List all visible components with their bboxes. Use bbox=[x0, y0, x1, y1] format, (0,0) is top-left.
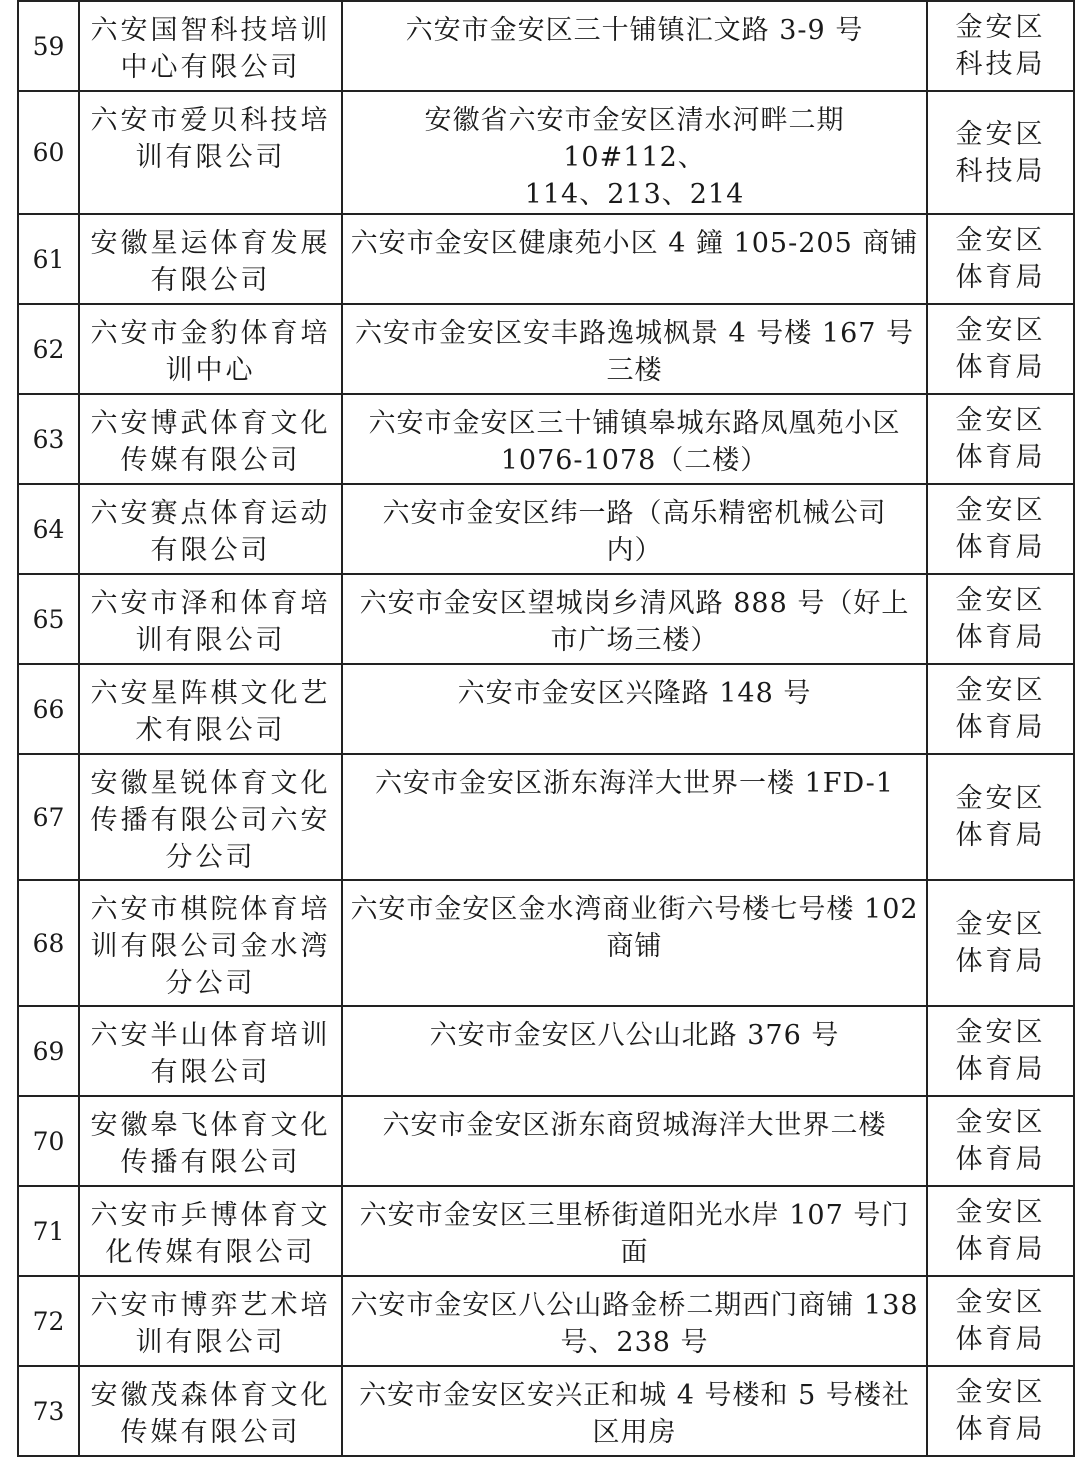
company-name-cell bbox=[79, 1006, 342, 1096]
department-cell bbox=[927, 1006, 1074, 1096]
address-line: 六安市金安区安丰路逸城枫景 4 号楼 167 号 bbox=[354, 318, 915, 349]
company-name-line: 中心有限公司 bbox=[120, 52, 301, 83]
department-line: 体育局 bbox=[955, 1324, 1046, 1355]
company-name-line: 训中心 bbox=[165, 355, 256, 386]
row-number: 71 bbox=[18, 1186, 79, 1276]
address-cell bbox=[342, 1006, 927, 1096]
department-cell bbox=[927, 304, 1074, 394]
address-cell bbox=[342, 214, 927, 304]
row-number: 73 bbox=[18, 1366, 79, 1456]
address-cell bbox=[342, 664, 927, 754]
company-name-line: 训有限公司 bbox=[135, 1327, 286, 1358]
company-name-cell bbox=[79, 91, 342, 214]
department-cell bbox=[927, 394, 1074, 484]
address-cell bbox=[342, 304, 927, 394]
company-name-line: 六安市爱贝科技培 bbox=[90, 105, 331, 136]
company-name-cell bbox=[79, 394, 342, 484]
department-line: 体育局 bbox=[955, 352, 1046, 383]
registry-table bbox=[17, 0, 1075, 1457]
table-row bbox=[18, 394, 1074, 484]
table-row bbox=[18, 754, 1074, 880]
department-cell bbox=[927, 1366, 1074, 1456]
company-name-cell bbox=[79, 574, 342, 664]
company-name-line: 化传媒有限公司 bbox=[105, 1237, 316, 1268]
company-name-line: 六安市泽和体育培 bbox=[90, 588, 331, 619]
department-line: 金安区 bbox=[955, 315, 1046, 346]
address-line: 1076-1078（二楼） bbox=[500, 445, 769, 476]
address-cell bbox=[342, 1276, 927, 1366]
company-name-line: 传播有限公司 bbox=[120, 1147, 301, 1178]
address-line: 六安市金安区金水湾商业街六号楼七号楼 102 bbox=[350, 894, 919, 925]
company-name-line: 六安市博弈艺术培 bbox=[90, 1290, 331, 1321]
address-cell bbox=[342, 1186, 927, 1276]
company-name-line: 训有限公司 bbox=[135, 142, 286, 173]
company-name-line: 分公司 bbox=[165, 842, 256, 873]
company-name-line: 六安星阵棋文化艺 bbox=[90, 678, 331, 709]
table-row bbox=[18, 214, 1074, 304]
department-cell bbox=[927, 1, 1074, 91]
address-line: 区用房 bbox=[592, 1417, 677, 1448]
row-number: 68 bbox=[18, 880, 79, 1006]
company-name-line: 传媒有限公司 bbox=[120, 1417, 301, 1448]
department-cell bbox=[927, 664, 1074, 754]
row-number: 65 bbox=[18, 574, 79, 664]
table-row bbox=[18, 91, 1074, 214]
address-line: 市广场三楼） bbox=[550, 625, 719, 656]
row-number: 66 bbox=[18, 664, 79, 754]
department-line: 体育局 bbox=[955, 946, 1046, 977]
company-name-line: 有限公司 bbox=[150, 535, 271, 566]
department-line: 金安区 bbox=[955, 225, 1046, 256]
row-number: 72 bbox=[18, 1276, 79, 1366]
company-name-line: 传播有限公司六安 bbox=[90, 805, 331, 836]
table-row bbox=[18, 574, 1074, 664]
department-line: 金安区 bbox=[955, 585, 1046, 616]
address-cell bbox=[342, 484, 927, 574]
department-line: 金安区 bbox=[955, 783, 1046, 814]
row-number: 67 bbox=[18, 754, 79, 880]
row-number: 69 bbox=[18, 1006, 79, 1096]
department-cell bbox=[927, 574, 1074, 664]
department-line: 金安区 bbox=[955, 118, 1046, 150]
table-row bbox=[18, 304, 1074, 394]
company-name-cell bbox=[79, 1366, 342, 1456]
row-number: 59 bbox=[18, 1, 79, 91]
department-line: 科技局 bbox=[955, 49, 1046, 80]
company-name-line: 六安赛点体育运动 bbox=[90, 498, 331, 529]
address-line: 六安市金安区八公山北路 376 号 bbox=[429, 1020, 840, 1051]
department-line: 金安区 bbox=[955, 1107, 1046, 1138]
row-number: 64 bbox=[18, 484, 79, 574]
department-cell bbox=[927, 484, 1074, 574]
company-name-cell bbox=[79, 1, 342, 91]
address-line: 六安市金安区健康苑小区 4 鐘 105-205 商铺 bbox=[350, 228, 919, 259]
table-row bbox=[18, 1, 1074, 91]
address-line: 六安市金安区三十铺镇汇文路 3-9 号 bbox=[405, 15, 864, 46]
address-line: 六安市金安区八公山路金桥二期西门商铺 138 bbox=[350, 1290, 919, 1321]
company-name-line: 安徽皋飞体育文化 bbox=[90, 1110, 331, 1141]
company-name-line: 术有限公司 bbox=[135, 715, 286, 746]
address-line: 内） bbox=[606, 535, 663, 566]
address-cell bbox=[342, 574, 927, 664]
address-line: 六安市金安区望城岗乡清风路 888 号（好上 bbox=[359, 588, 910, 619]
address-line: 安徽省六安市金安区清水河畔二期 10#112、 bbox=[424, 105, 845, 173]
company-name-cell bbox=[79, 1276, 342, 1366]
address-cell bbox=[342, 754, 927, 880]
address-cell bbox=[342, 394, 927, 484]
address-line: 六安市金安区浙东商贸城海洋大世界二楼 bbox=[382, 1110, 887, 1141]
company-name-cell bbox=[79, 754, 342, 880]
address-line: 六安市金安区浙东海洋大世界一楼 1FD-1 bbox=[375, 768, 894, 799]
address-cell bbox=[342, 1096, 927, 1186]
address-cell bbox=[342, 880, 927, 1006]
company-name-line: 安徽星锐体育文化 bbox=[90, 768, 331, 799]
company-name-line: 六安市金豹体育培 bbox=[90, 318, 331, 349]
company-name-line: 有限公司 bbox=[150, 1057, 271, 1088]
department-line: 金安区 bbox=[955, 12, 1046, 43]
department-line: 金安区 bbox=[955, 675, 1046, 706]
row-number: 60 bbox=[18, 91, 79, 214]
table-row bbox=[18, 880, 1074, 1006]
row-number: 63 bbox=[18, 394, 79, 484]
department-line: 体育局 bbox=[955, 1054, 1046, 1085]
address-line: 商铺 bbox=[606, 931, 663, 962]
department-line: 体育局 bbox=[955, 1234, 1046, 1265]
row-number: 61 bbox=[18, 214, 79, 304]
department-line: 体育局 bbox=[955, 262, 1046, 293]
department-cell bbox=[927, 91, 1074, 214]
department-line: 金安区 bbox=[955, 495, 1046, 526]
department-cell bbox=[927, 754, 1074, 880]
company-name-cell bbox=[79, 1186, 342, 1276]
table-row bbox=[18, 1096, 1074, 1186]
department-cell bbox=[927, 1186, 1074, 1276]
company-name-line: 训有限公司金水湾 bbox=[90, 931, 331, 962]
company-name-line: 六安市棋院体育培 bbox=[90, 894, 331, 925]
table-row bbox=[18, 484, 1074, 574]
address-line: 六安市金安区三里桥街道阳光水岸 107 号门 bbox=[359, 1200, 910, 1231]
table-row bbox=[18, 664, 1074, 754]
company-name-line: 传媒有限公司 bbox=[120, 445, 301, 476]
company-name-line: 六安博武体育文化 bbox=[90, 408, 331, 439]
address-line: 六安市金安区纬一路（高乐精密机械公司 bbox=[382, 498, 887, 529]
address-line: 六安市金安区三十铺镇皋城东路凤凰苑小区 bbox=[368, 408, 901, 439]
table-row bbox=[18, 1186, 1074, 1276]
address-line: 六安市金安区安兴正和城 4 号楼和 5 号楼社 bbox=[359, 1380, 910, 1411]
company-name-cell bbox=[79, 1096, 342, 1186]
company-name-line: 训有限公司 bbox=[135, 625, 286, 656]
company-name-line: 分公司 bbox=[165, 968, 256, 999]
address-line: 六安市金安区兴隆路 148 号 bbox=[457, 678, 812, 709]
department-line: 金安区 bbox=[955, 1377, 1046, 1408]
address-cell bbox=[342, 91, 927, 214]
company-name-line: 安徽茂森体育文化 bbox=[90, 1380, 331, 1411]
address-line: 三楼 bbox=[606, 355, 663, 386]
address-cell bbox=[342, 1, 927, 91]
department-line: 金安区 bbox=[955, 1197, 1046, 1228]
company-name-cell bbox=[79, 880, 342, 1006]
department-cell bbox=[927, 214, 1074, 304]
department-line: 体育局 bbox=[955, 622, 1046, 653]
department-cell bbox=[927, 1276, 1074, 1366]
address-cell bbox=[342, 1366, 927, 1456]
department-line: 体育局 bbox=[955, 712, 1046, 743]
table-row bbox=[18, 1276, 1074, 1366]
department-line: 金安区 bbox=[955, 1017, 1046, 1048]
address-line: 号、238 号 bbox=[560, 1327, 709, 1358]
department-line: 体育局 bbox=[955, 1414, 1046, 1445]
department-cell bbox=[927, 1096, 1074, 1186]
department-cell bbox=[927, 880, 1074, 1006]
company-name-cell bbox=[79, 304, 342, 394]
department-line: 体育局 bbox=[955, 442, 1046, 473]
department-line: 金安区 bbox=[955, 909, 1046, 940]
registry-table-body bbox=[18, 1, 1074, 1456]
company-name-line: 六安国智科技培训 bbox=[90, 15, 331, 46]
department-line: 金安区 bbox=[955, 405, 1046, 436]
company-name-cell bbox=[79, 484, 342, 574]
company-name-cell bbox=[79, 664, 342, 754]
department-line: 体育局 bbox=[955, 820, 1046, 851]
address-line: 面 bbox=[620, 1237, 649, 1268]
company-name-cell bbox=[79, 214, 342, 304]
department-line: 体育局 bbox=[955, 532, 1046, 563]
department-line: 金安区 bbox=[955, 1287, 1046, 1318]
department-line: 科技局 bbox=[955, 155, 1046, 187]
company-name-line: 六安市乒博体育文 bbox=[90, 1200, 331, 1231]
company-name-line: 六安半山体育培训 bbox=[90, 1020, 331, 1051]
company-name-line: 有限公司 bbox=[150, 265, 271, 296]
company-name-line: 安徽星运体育发展 bbox=[90, 228, 331, 259]
row-number: 70 bbox=[18, 1096, 79, 1186]
table-row bbox=[18, 1366, 1074, 1456]
department-line: 体育局 bbox=[955, 1144, 1046, 1175]
table-row bbox=[18, 1006, 1074, 1096]
row-number: 62 bbox=[18, 304, 79, 394]
address-line: 114、213、214 bbox=[524, 179, 745, 210]
